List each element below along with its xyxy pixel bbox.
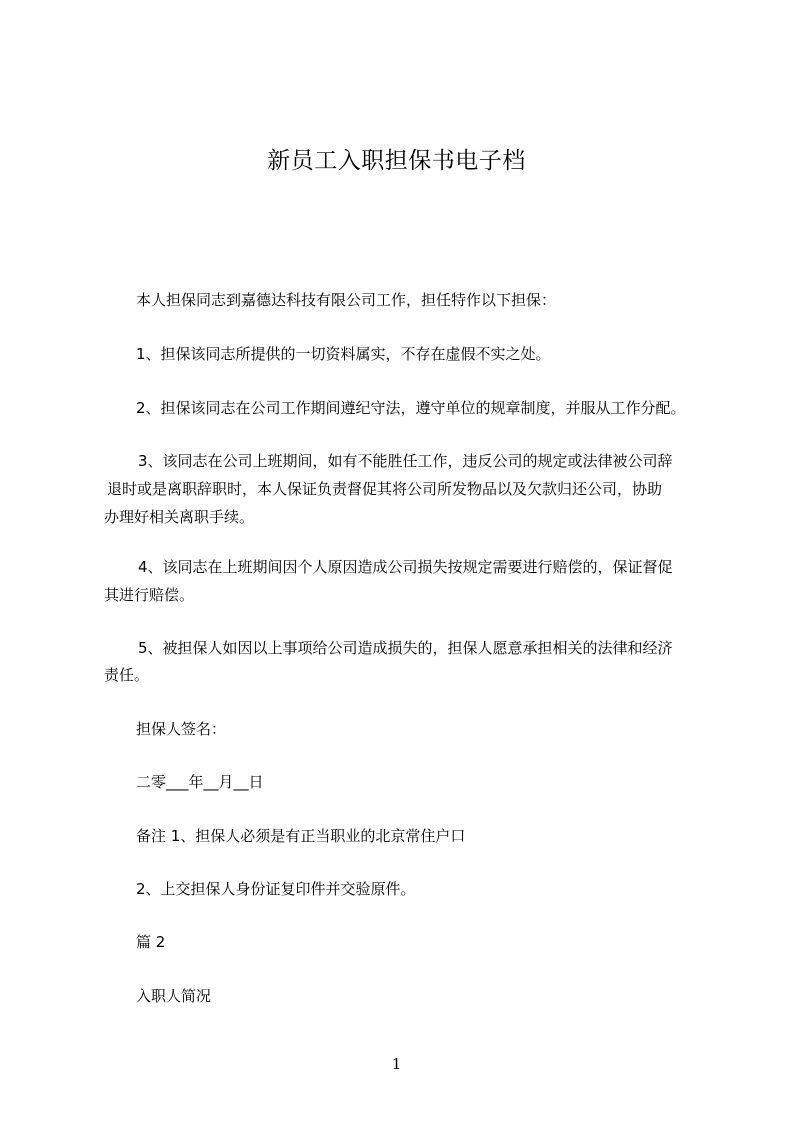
document-title: 新员工入职担保书电子档 — [267, 148, 526, 174]
signature-label: 担保人签名： — [136, 720, 227, 738]
page-number: 1 — [391, 1055, 402, 1073]
clause-3-line-3: 办理好相关离职手续。 — [104, 508, 255, 526]
section-heading: 篇 2 — [136, 933, 166, 951]
clause-5-line-1: 5、被担保人如因以上事项给公司造成损失的，担保人愿意承担相关的法律和经济 — [138, 639, 673, 657]
date-line: 二零___年__月__日 — [136, 773, 264, 791]
clause-3-line-1: 3、该同志在公司上班期间，如有不能胜任工作，违反公司的规定或法律被公司辞 — [138, 452, 673, 470]
note-1: 备注 1、担保人必须是有正当职业的北京常住户口 — [136, 827, 466, 845]
intro-paragraph: 本人担保同志到嘉德达科技有限公司工作，担任特作以下担保： — [136, 291, 557, 309]
subsection-heading: 入职人简况 — [136, 987, 212, 1005]
clause-3-line-2: 退时或是离职辞职时，本人保证负责督促其将公司所发物品以及欠款归还公司，协助 — [107, 480, 663, 498]
clause-5-line-2: 责任。 — [104, 666, 150, 684]
clause-4-line-1: 4、该同志在上班期间因个人原因造成公司损失按规定需要进行赔偿的，保证督促 — [138, 558, 673, 576]
clause-4-line-2: 其进行赔偿。 — [104, 586, 195, 604]
clause-2: 2、担保该同志在公司工作期间遵纪守法，遵守单位的规章制度，并服从工作分配。 — [136, 399, 686, 417]
clause-1: 1、担保该同志所提供的一切资料属实，不存在虚假不实之处。 — [136, 345, 551, 363]
note-2: 2、上交担保人身份证复印件并交验原件。 — [136, 880, 416, 898]
